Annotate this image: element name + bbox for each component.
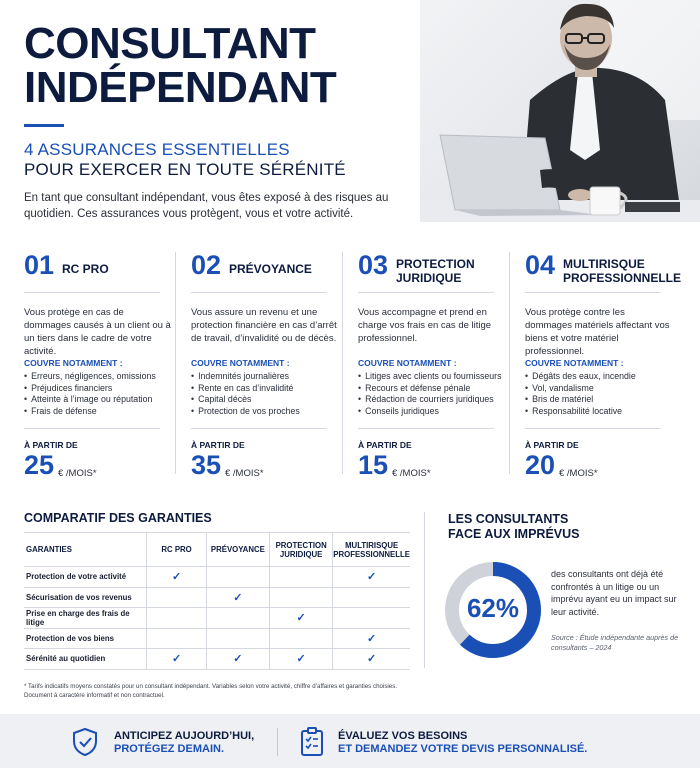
card-divider xyxy=(24,428,160,429)
card-divider xyxy=(191,292,327,293)
title-line-2: INDÉPENDANT xyxy=(24,63,337,112)
price-unit: € /MOIS* xyxy=(58,468,97,479)
list-item: • Vol, vandalisme xyxy=(525,383,636,395)
stats-source: Source : Étude indépendante auprès de consultants – 2024 xyxy=(551,633,679,652)
checkmark-icon: ✓ xyxy=(296,653,306,666)
card-title: RC PRO xyxy=(62,262,109,276)
table-cell xyxy=(206,587,269,608)
covers-list xyxy=(191,371,300,417)
footer-right-line-1: ÉVALUEZ VOS BESOINS xyxy=(338,730,468,742)
price-value: 15 xyxy=(358,450,389,480)
list-item: • Capital décès xyxy=(191,394,300,406)
list-item: • Conseils juridiques xyxy=(358,406,502,418)
table-cell xyxy=(270,567,333,588)
footer-right-line-2: ET DEMANDEZ VOTRE DEVIS PERSONNALISÉ. xyxy=(338,743,588,755)
card-description: Vous protège contre les dommages matériels affectant vos biens et votre matériel professionnel. xyxy=(525,307,670,357)
subtitle-line-2: POUR EXERCER EN TOUTE SÉRÉNITÉ xyxy=(24,160,346,179)
footer-left-line-1: ANTICIPEZ AUJOURD’HUI, xyxy=(114,730,255,742)
card-number: 01 xyxy=(24,250,55,280)
checkmark-icon: ✓ xyxy=(367,571,377,584)
list-item: • Rédaction de courriers juridiques xyxy=(358,394,502,406)
list-item: • Frais de défense xyxy=(24,406,156,418)
list-item: • Responsabilité locative xyxy=(525,406,636,418)
column-header: RC PRO xyxy=(147,533,206,567)
checkmark-icon: ✓ xyxy=(367,632,377,645)
table-row xyxy=(24,649,410,670)
table-row xyxy=(24,567,410,588)
card-separator xyxy=(342,252,343,474)
list-item: • Bris de matériel xyxy=(525,394,636,406)
section-separator xyxy=(424,512,425,668)
price-from-label: À PARTIR DE xyxy=(24,440,78,450)
row-label: Sérénité au quotidien xyxy=(24,649,147,670)
price-from-label: À PARTIR DE xyxy=(358,440,412,450)
list-item: • Protection de vos proches xyxy=(191,406,300,418)
checkmark-icon: ✓ xyxy=(233,591,243,604)
table-cell xyxy=(147,608,206,629)
checkmark-icon: ✓ xyxy=(367,653,377,666)
table-header-row xyxy=(24,533,410,567)
covers-list xyxy=(358,371,502,417)
price-unit: € /MOIS* xyxy=(392,468,431,479)
card-separator xyxy=(509,252,510,474)
card-number: 04 xyxy=(525,250,556,280)
comparison-title: COMPARATIF DES GARANTIES xyxy=(24,511,212,525)
card-title: MULTIRISQUE PROFESSIONNELLE xyxy=(563,257,682,285)
stats-text: des consultants ont déjà été confrontés à un litige ou un imprévu ayant eu un impact sur leur activité. xyxy=(551,569,677,617)
table-cell xyxy=(206,649,269,670)
row-label: Protection de votre activité xyxy=(24,567,147,588)
percent-value: 62% xyxy=(466,593,520,623)
covers-label: COUVRE NOTAMMENT : xyxy=(525,358,624,368)
card-description: Vous accompagne et prend en charge vos frais en cas de litige professionnel. xyxy=(358,307,492,344)
covers-list xyxy=(24,371,156,417)
table-cell xyxy=(270,587,333,608)
covers-label: COUVRE NOTAMMENT : xyxy=(191,358,290,368)
list-item: • Dégâts des eaux, incendie xyxy=(525,371,636,383)
list-item: • Rente en cas d’invalidité xyxy=(191,383,300,395)
table-cell xyxy=(270,649,333,670)
table-cell xyxy=(333,567,410,588)
table-cell xyxy=(147,567,206,588)
covers-label: COUVRE NOTAMMENT : xyxy=(24,358,123,368)
column-header: GARANTIES xyxy=(24,533,147,567)
footer-right-text xyxy=(338,730,587,756)
table-row xyxy=(24,628,410,649)
clipboard-checklist-icon xyxy=(300,727,324,757)
card-divider xyxy=(525,428,661,429)
list-item: • Recours et défense pénale xyxy=(358,383,502,395)
covers-list xyxy=(525,371,636,417)
card-number: 02 xyxy=(191,250,222,280)
card-description: Vous assure un revenu et une protection financière en cas d’arrêt de travail, d’invalidité ou de décès. xyxy=(191,307,337,344)
table-row xyxy=(24,587,410,608)
row-label: Protection de vos biens xyxy=(24,628,147,649)
price-unit: € /MOIS* xyxy=(225,468,264,479)
price-from-label: À PARTIR DE xyxy=(525,440,579,450)
checkmark-icon: ✓ xyxy=(296,612,306,625)
list-item: • Indemnités journalières xyxy=(191,371,300,383)
table-cell xyxy=(270,628,333,649)
column-header: PROTECTION JURIDIQUE xyxy=(270,533,333,567)
stats-title xyxy=(448,512,580,542)
column-header: MULTIRISQUE PROFESSIONNELLE xyxy=(333,533,410,567)
list-item: • Préjudices financiers xyxy=(24,383,156,395)
table-cell xyxy=(206,608,269,629)
subtitle-line-1: 4 ASSURANCES ESSENTIELLES xyxy=(24,140,290,159)
table-cell xyxy=(206,567,269,588)
row-label: Prise en charge des frais de litige xyxy=(24,608,147,629)
table-cell xyxy=(333,649,410,670)
price-value: 20 xyxy=(525,450,556,480)
footer-banner xyxy=(0,714,700,768)
table-cell xyxy=(147,587,206,608)
consultant-photo xyxy=(420,0,700,222)
intro-text: En tant que consultant indépendant, vous êtes exposé à des risques au quotidien. Ces assurances vous protègent, vous et votre activité. xyxy=(24,192,389,220)
table-cell xyxy=(147,649,206,670)
card-divider xyxy=(525,292,661,293)
list-item: • Litiges avec clients ou fournisseurs xyxy=(358,371,502,383)
card-divider xyxy=(24,292,160,293)
card-divider xyxy=(358,292,494,293)
price-value: 35 xyxy=(191,450,222,480)
shield-check-icon xyxy=(72,727,98,757)
table-cell xyxy=(147,628,206,649)
card-description: Vous protège en cas de dommages causés à un client ou à un tiers dans le cadre de votre activité. xyxy=(24,307,171,357)
page-title xyxy=(24,19,404,112)
comparison-table xyxy=(24,532,410,670)
column-header: PRÉVOYANCE xyxy=(206,533,269,567)
covers-label: COUVRE NOTAMMENT : xyxy=(358,358,457,368)
table-cell xyxy=(333,587,410,608)
footer-left-line-2: PROTÉGEZ DEMAIN. xyxy=(114,743,225,755)
table-cell xyxy=(333,628,410,649)
checkmark-icon: ✓ xyxy=(171,571,182,584)
price-value: 25 xyxy=(24,450,55,480)
stats-title-line-2: FACE AUX IMPRÉVUS xyxy=(448,527,580,541)
table-cell xyxy=(270,608,333,629)
card-title: PROTECTION JURIDIQUE xyxy=(396,257,475,285)
card-divider xyxy=(191,428,327,429)
price-unit: € /MOIS* xyxy=(559,468,598,479)
card-title: PRÉVOYANCE xyxy=(229,262,312,276)
footnote: * Tarifs indicatifs moyens constatés pour un consultant indépendant. Variables selon votre activité, chiffre d’affaires et garanties choisies. Document à caractère informatif et non contractuel. xyxy=(24,683,398,699)
table-row xyxy=(24,608,410,629)
card-number: 03 xyxy=(358,250,389,280)
row-label: Sécurisation de vos revenus xyxy=(24,587,147,608)
card-separator xyxy=(175,252,176,474)
footer-divider xyxy=(277,728,278,756)
stats-title-line-1: LES CONSULTANTS xyxy=(448,512,569,526)
footer-left-text xyxy=(114,730,254,756)
title-line-1: CONSULTANT xyxy=(24,19,316,68)
table-cell xyxy=(206,628,269,649)
list-item: • Erreurs, négligences, omissions xyxy=(24,371,156,383)
list-item: • Atteinte à l’image ou réputation xyxy=(24,394,156,406)
title-accent-bar xyxy=(24,124,64,127)
table-cell xyxy=(333,608,410,629)
checkmark-icon: ✓ xyxy=(171,653,182,666)
card-divider xyxy=(358,428,494,429)
price-from-label: À PARTIR DE xyxy=(191,440,245,450)
checkmark-icon: ✓ xyxy=(233,653,243,666)
